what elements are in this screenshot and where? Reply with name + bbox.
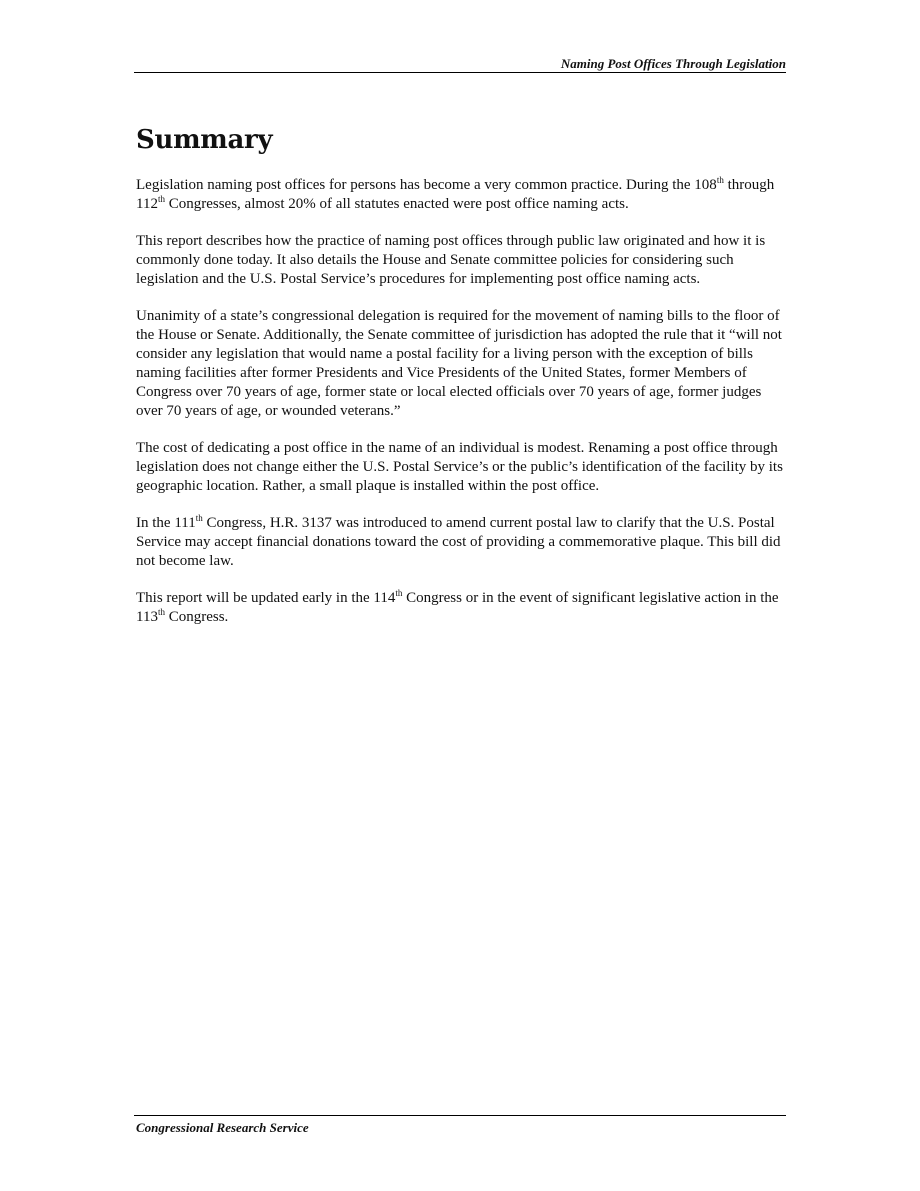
running-header-title: Naming Post Offices Through Legislation bbox=[560, 56, 786, 71]
ordinal-suffix: th bbox=[157, 194, 165, 204]
paragraph-practice bbox=[136, 176, 786, 214]
paragraph-text: through 112 bbox=[136, 177, 775, 212]
paragraph-unanimity: Unanimity of a state’s congressional delegation is required for the movement of naming bills to the floor of the House or Senate. Additionally, the Senate committee of jurisdiction has adopted the rule that it “will not consider any legislation that would name a postal facility for a living person with the exception of bills naming facilities after former Presidents and Vice Presidents of the United States, former Members of Congress over 70 years of age, former state or local elected officials over 70 years of age, former judges over 70 years of age, or wounded veterans.” bbox=[136, 308, 782, 419]
paragraph-update bbox=[136, 589, 786, 627]
paragraph-text: Congress or in the event of significant legislative action in the 113 bbox=[136, 590, 779, 625]
page-title: Summary bbox=[136, 125, 273, 155]
paragraph-text: Congresses, almost 20% of all statutes enacted were post office naming acts. bbox=[164, 196, 629, 212]
paragraph-text: Congress. bbox=[164, 609, 229, 625]
footer-organization: Congressional Research Service bbox=[136, 1120, 309, 1135]
paragraph-text: Legislation naming post offices for persons has become a very common practice. During the 108 bbox=[136, 177, 717, 193]
paragraph-text: This report will be updated early in the 114 bbox=[136, 590, 396, 606]
paragraph-cost: The cost of dedicating a post office in the name of an individual is modest. Renaming a post office through legislation does not change either the U.S. Postal Service’s or the public’s identification of the facility by its geographic location. Rather, a small plaque is installed within the post office. bbox=[136, 440, 783, 494]
ordinal-suffix: th bbox=[195, 513, 203, 523]
ordinal-suffix: th bbox=[395, 588, 403, 598]
running-header bbox=[134, 56, 786, 73]
summary-body bbox=[136, 176, 786, 645]
paragraph-hr3137 bbox=[136, 514, 786, 571]
paragraph-text: In the 111 bbox=[136, 515, 196, 531]
paragraph-text: Congress, H.R. 3137 was introduced to amend current postal law to clarify that the U.S. Postal Service may accept financial donations toward the cost of providing a commemorative plaque. This bill did not become law. bbox=[136, 515, 781, 569]
ordinal-suffix: th bbox=[716, 175, 724, 185]
running-footer bbox=[134, 1115, 786, 1136]
ordinal-suffix: th bbox=[157, 607, 165, 617]
paragraph-report-description: This report describes how the practice of naming post offices through public law originated and how it is commonly done today. It also details the House and Senate committee policies for considering such legislation and the U.S. Postal Service’s procedures for implementing post office naming acts. bbox=[136, 233, 766, 287]
